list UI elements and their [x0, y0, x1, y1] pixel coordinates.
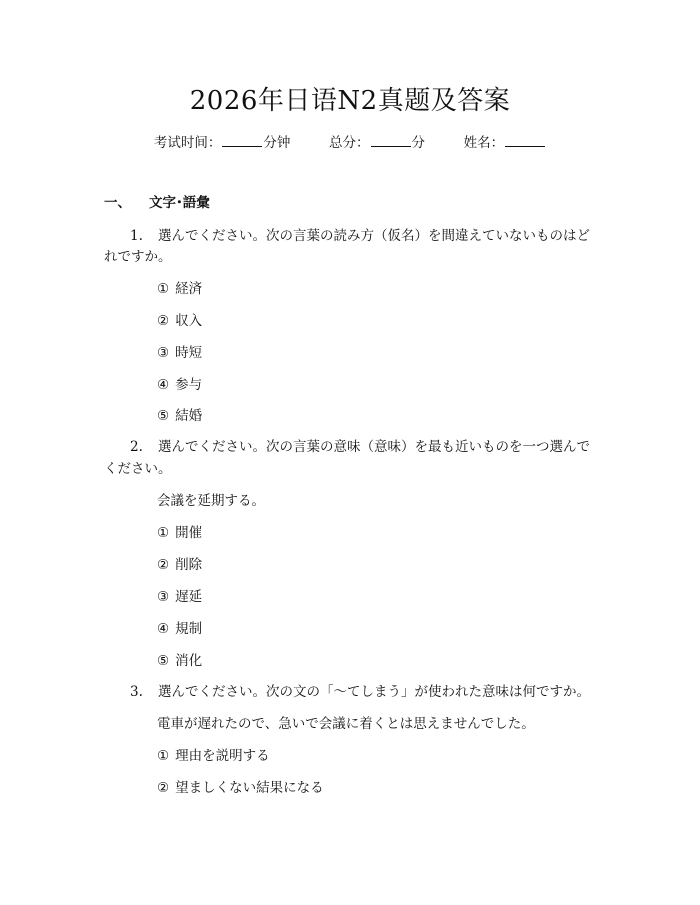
- question-3-option: ① 理由を説明する: [157, 748, 270, 764]
- time-unit: 分钟: [263, 135, 291, 151]
- question-2-number: 2.: [130, 439, 143, 455]
- question-2-option: ② 削除: [157, 557, 203, 573]
- question-3-option: ② 望ましくない結果になる: [157, 780, 324, 796]
- question-1-line2: れですか。: [104, 249, 172, 265]
- name-label: 姓名：: [463, 135, 505, 151]
- question-3-line1: 3. 選んでください。次の文の「～てしまう」が使われた意味は何ですか。: [130, 684, 590, 700]
- question-2-line1: 2. 選んでください。次の言葉の意味（意味）を最も近いものを一つ選んで: [130, 439, 590, 455]
- question-1-option: ② 収入: [157, 313, 203, 329]
- time-label: 考试时间：: [153, 135, 222, 151]
- time-blank: [222, 132, 262, 147]
- section-number: 一、: [104, 195, 131, 211]
- page-title: 2026年日语N2真题及答案: [189, 86, 511, 116]
- score-label: 总分：: [329, 135, 370, 151]
- question-2-line2: ください。: [104, 461, 172, 477]
- question-3-sentence: 電車が遅れたので、急いで会議に着くとは思えませんでした。: [157, 716, 535, 732]
- question-1-number: 1.: [130, 228, 143, 244]
- question-2-option: ⑤ 消化: [157, 653, 203, 669]
- question-2-option: ③ 遅延: [157, 589, 203, 605]
- name-blank: [505, 132, 545, 147]
- question-1-option: ④ 参与: [157, 377, 203, 393]
- question-1-option: ③ 時短: [157, 345, 203, 361]
- question-3-number: 3.: [130, 684, 143, 700]
- question-1-line1: 1. 選んでください。次の言葉の読み方（仮名）を間違えていないものはど: [130, 228, 590, 244]
- question-2-option: ④ 規制: [157, 621, 203, 637]
- question-1-option: ① 経済: [157, 281, 203, 297]
- section-heading: [104, 191, 210, 211]
- section-title: 文字･語彙: [149, 195, 210, 211]
- exam-meta: [0, 131, 700, 151]
- question-2-option: ① 開催: [157, 525, 203, 541]
- question-1-option: ⑤ 結婚: [157, 408, 203, 424]
- score-unit: 分: [411, 135, 425, 151]
- score-blank: [371, 132, 411, 147]
- question-2-sentence: 会議を延期する。: [157, 493, 265, 509]
